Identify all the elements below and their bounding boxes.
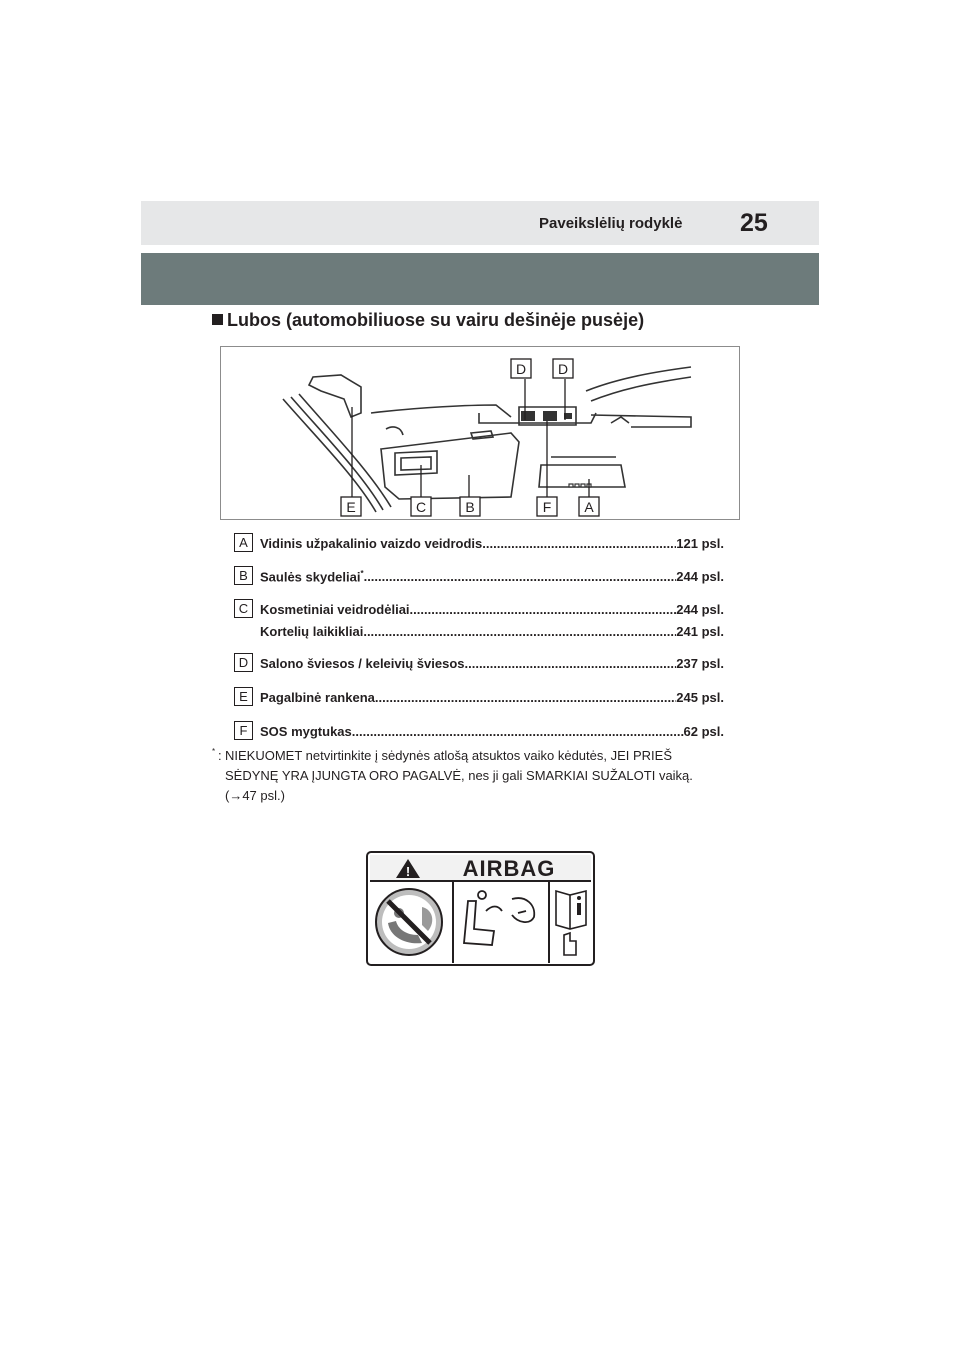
footnote-asterisk: * — [212, 747, 216, 756]
footnote-line-1: NIEKUOMET netvirtinkite į sėdynės atlošą atsuktos vaiko kėdutės, JEI PRIEŠ — [225, 748, 673, 763]
entry-row — [234, 656, 724, 676]
airbag-label-graphic — [366, 851, 595, 966]
entry-page-ref[interactable]: 62 psl. — [683, 724, 724, 739]
entry-row — [234, 602, 724, 622]
header-bar — [141, 201, 819, 245]
header-section-title: Paveikslėlių rodyklė — [539, 215, 683, 232]
callout-b: B — [465, 499, 475, 515]
entry-page-ref[interactable]: 241 psl. — [676, 624, 724, 639]
section-title — [212, 310, 644, 331]
entry-page-ref[interactable]: 244 psl. — [676, 569, 724, 584]
callout-d1: D — [515, 361, 527, 377]
airbag-title: AIRBAG — [462, 856, 556, 881]
airbag-warning-label — [366, 851, 595, 966]
callout-e: E — [346, 499, 356, 515]
footnote-line-2: SĖDYNĘ YRA ĮJUNGTA ORO PAGALVĖ, nes ji gali SMARKIAI SUŽALOTI vaiką. — [225, 768, 693, 783]
entry-letter-badge: D — [234, 653, 253, 672]
callout-f: F — [542, 499, 552, 515]
entry-label: Saulės skydeliai — [260, 569, 361, 585]
entry-letter-badge: C — [234, 599, 253, 618]
section-title-text: Lubos (automobiliuose su vairu dešinėje pusėje) — [227, 310, 645, 330]
leader-dots — [410, 602, 677, 617]
leader-dots — [363, 624, 676, 639]
callout-a: A — [584, 499, 594, 515]
leader-dots — [364, 569, 677, 584]
entry-page-ref[interactable]: 121 psl. — [676, 536, 724, 551]
entry-label: Kortelių laikikliai — [260, 624, 364, 639]
footnote-marker: * — [360, 569, 364, 578]
entry-letter-badge: B — [234, 566, 253, 585]
entry-page-ref[interactable]: 237 psl. — [676, 656, 724, 671]
entry-page-ref[interactable]: 245 psl. — [676, 690, 724, 705]
footnote — [212, 746, 772, 806]
entry-label: Salono šviesos / keleivių šviesos — [260, 656, 465, 671]
entry-label: Vidinis užpakalinio vaizdo veidrodis — [260, 536, 483, 551]
bullet-square-icon — [212, 314, 223, 325]
info-i-icon — [577, 903, 581, 915]
entry-row — [234, 624, 724, 644]
entry-label: Pagalbinė rankena — [260, 690, 375, 705]
entry-letter-badge: F — [234, 721, 253, 740]
entry-label: SOS mygtukas — [260, 724, 352, 739]
page-number: 25 — [740, 209, 768, 237]
leader-dots — [482, 536, 676, 551]
entry-letter-badge: E — [234, 687, 253, 706]
entry-row — [234, 724, 724, 744]
entry-row — [234, 690, 724, 710]
callout-c: C — [415, 499, 427, 515]
callout-d2: D — [557, 361, 569, 377]
leader-dots — [465, 656, 677, 671]
footnote-colon: : — [218, 748, 222, 763]
leader-dots — [375, 690, 676, 705]
entry-label: Kosmetiniai veidrodėliai — [260, 602, 410, 617]
entry-row — [234, 536, 724, 556]
entry-page-ref[interactable]: 244 psl. — [676, 602, 724, 617]
ceiling-drawing — [221, 347, 739, 519]
leader-dots — [352, 724, 684, 739]
warning-exclamation: ! — [405, 864, 411, 879]
entry-letter-badge: A — [234, 533, 253, 552]
ceiling-illustration — [220, 346, 740, 520]
no-rear-facing-seat-icon — [376, 889, 442, 955]
footnote-line-3[interactable]: (→47 psl.) — [225, 788, 285, 803]
entry-row — [234, 569, 724, 589]
header-band — [141, 253, 819, 305]
